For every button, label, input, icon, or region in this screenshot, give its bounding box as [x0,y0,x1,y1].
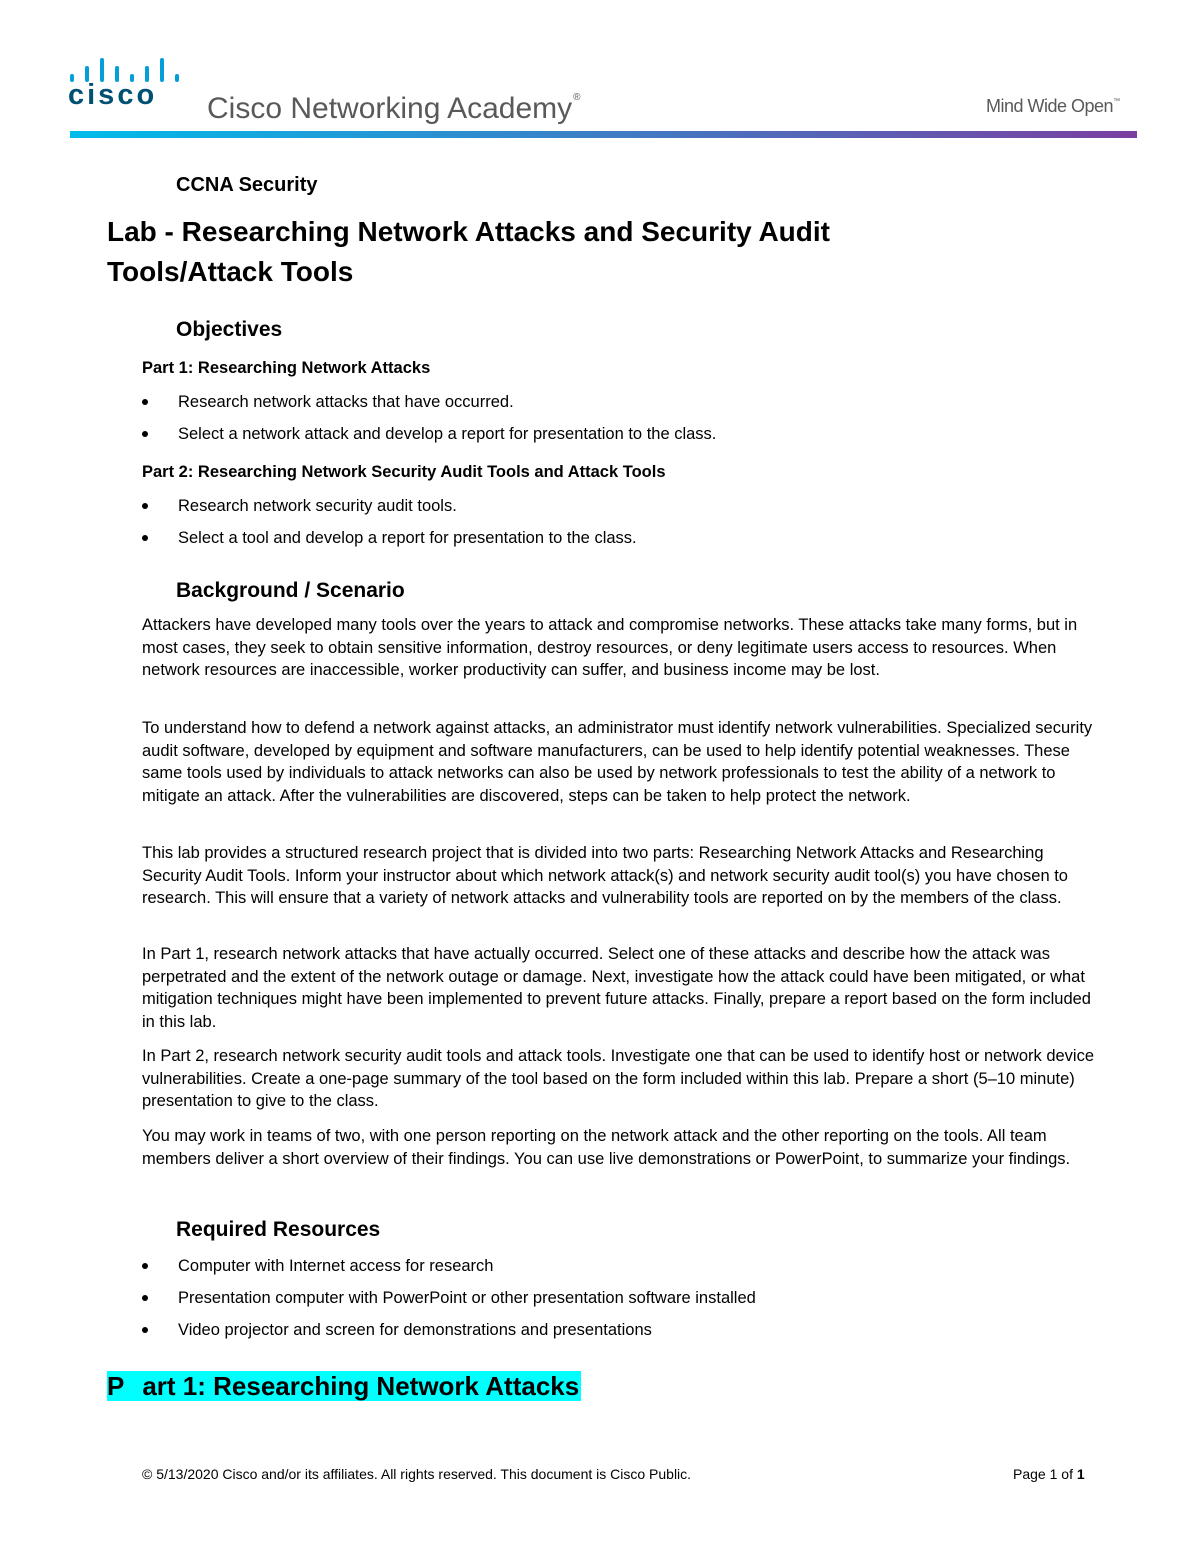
background-paragraph: In Part 2, research network security audit tools and attack tools. Investigate one that can be used to identify host or network device vulnerabilities. Create a one-page summary of the tool based on the form included within this lab. Prepare a short (5–10 minute) presentation to give to the class. [142,1047,1095,1111]
bullet-icon [142,503,148,509]
footer-page-current: 1 [1049,1466,1058,1482]
background-paragraph: In Part 1, research network attacks that have actually occurred. Select one of these attacks and describe how the attack was perpetrated and the extent of the network outage or damage. Next, investigate how the attack could have been mitigated, or what mitigation techniques might have been implemented to prevent future attacks. Finally, prepare a report based on the form included in this lab. [142,945,1091,1031]
header-gradient-rule [70,131,1137,138]
footer-page-total: 1 [1076,1466,1085,1482]
resources-list [142,1255,756,1341]
academy-title-text: Cisco Networking Academy [207,92,573,125]
objectives-part2-list [142,495,637,549]
cisco-logo-bar [160,58,164,82]
list-item-text: Research network attacks that have occurred. [178,393,514,411]
list-item-text: Presentation computer with PowerPoint or other presentation software installed [178,1289,756,1307]
academy-title [207,78,581,129]
trademark-mark: ™ [1113,98,1120,105]
part1-section-heading [107,1368,581,1404]
resources-heading: Required Resources [176,1218,381,1241]
list-item [142,495,637,517]
bullet-icon [142,431,148,437]
objectives-part2-heading: Part 2: Researching Network Security Audit Tools and Attack Tools [142,463,666,481]
background-paragraph: You may work in teams of two, with one person reporting on the network attack and the other reporting on the tools. All team members deliver a short overview of their findings. You can use live demonstrations or PowerPoint, to summarize your findings. [142,1127,1071,1168]
list-item [142,1255,756,1277]
objectives-heading: Objectives [176,318,283,341]
footer-page-prefix: Page [1013,1466,1050,1482]
cisco-logo [68,50,186,110]
list-item-text: Video projector and screen for demonstrations and presentations [178,1321,652,1339]
page-title [107,212,1007,292]
list-item [142,1287,756,1309]
bullet-icon [142,1295,148,1301]
list-item [142,391,716,413]
bullet-icon [142,399,148,405]
objectives-part1-heading: Part 1: Researching Network Attacks [142,359,431,377]
registered-mark: ® [573,92,581,103]
list-item [142,423,716,445]
list-item-text: Select a tool and develop a report for presentation to the class. [178,529,637,547]
bullet-icon [142,1327,148,1333]
list-item-text: Research network security audit tools. [178,497,457,515]
page-title-line: Lab - Researching Network Attacks and Security Audit [107,216,830,247]
background-paragraph: To understand how to defend a network against attacks, an administrator must identify network vulnerabilities. Specialized security audit software, developed by equipment and software manufacturers, can be used to help identify potential weaknesses. These same tools used by individuals to attack networks can also be used by network professionals to test the ability of a network to mitigate an attack. After the vulnerabilities are discovered, steps can be taken to help protect the network. [142,719,1093,805]
background-paragraph: This lab provides a structured research project that is divided into two parts: Researching Network Attacks and Researching Security Audit Tools. Inform your instructor about which network attack(s) and network security audit tool(s) you have chosen to research. This will ensure that a variety of network attacks and vulnerability tools are reported on by the members of the class. [142,844,1068,908]
cisco-logo-word: cisco [68,79,158,111]
background-paragraph: Attackers have developed many tools over the years to attack and compromise networks. These attacks take many forms, but in most cases, they seek to obtain sensitive information, destroy resources, or deny legitimate users access to resources. When network resources are inaccessible, worker productivity can suffer, and business income may be lost. [142,616,1078,680]
list-item-text: Computer with Internet access for research [178,1257,494,1275]
list-item [142,1319,756,1341]
footer-copyright: © 5/13/2020 Cisco and/or its affiliates. All rights reserved. This document is Cisco Public. [142,1466,692,1482]
tagline-text: Mind Wide Open [986,96,1114,116]
footer-page-of: of [1057,1466,1077,1482]
bullet-icon [142,535,148,541]
part1-heading-text: art 1: Researching Network Attacks [142,1371,580,1401]
background-heading: Background / Scenario [176,579,405,602]
course-name: CCNA Security [176,174,318,196]
footer-page-number [1013,1464,1085,1484]
cisco-logo-bar [175,74,179,82]
list-item-text: Select a network attack and develop a report for presentation to the class. [178,425,717,443]
bullet-icon [142,1263,148,1269]
list-item [142,527,637,549]
page-title-line: Tools/Attack Tools [107,256,354,287]
objectives-part1-list [142,391,716,445]
part1-heading-first-letter: P [107,1371,142,1401]
tagline [986,90,1120,118]
